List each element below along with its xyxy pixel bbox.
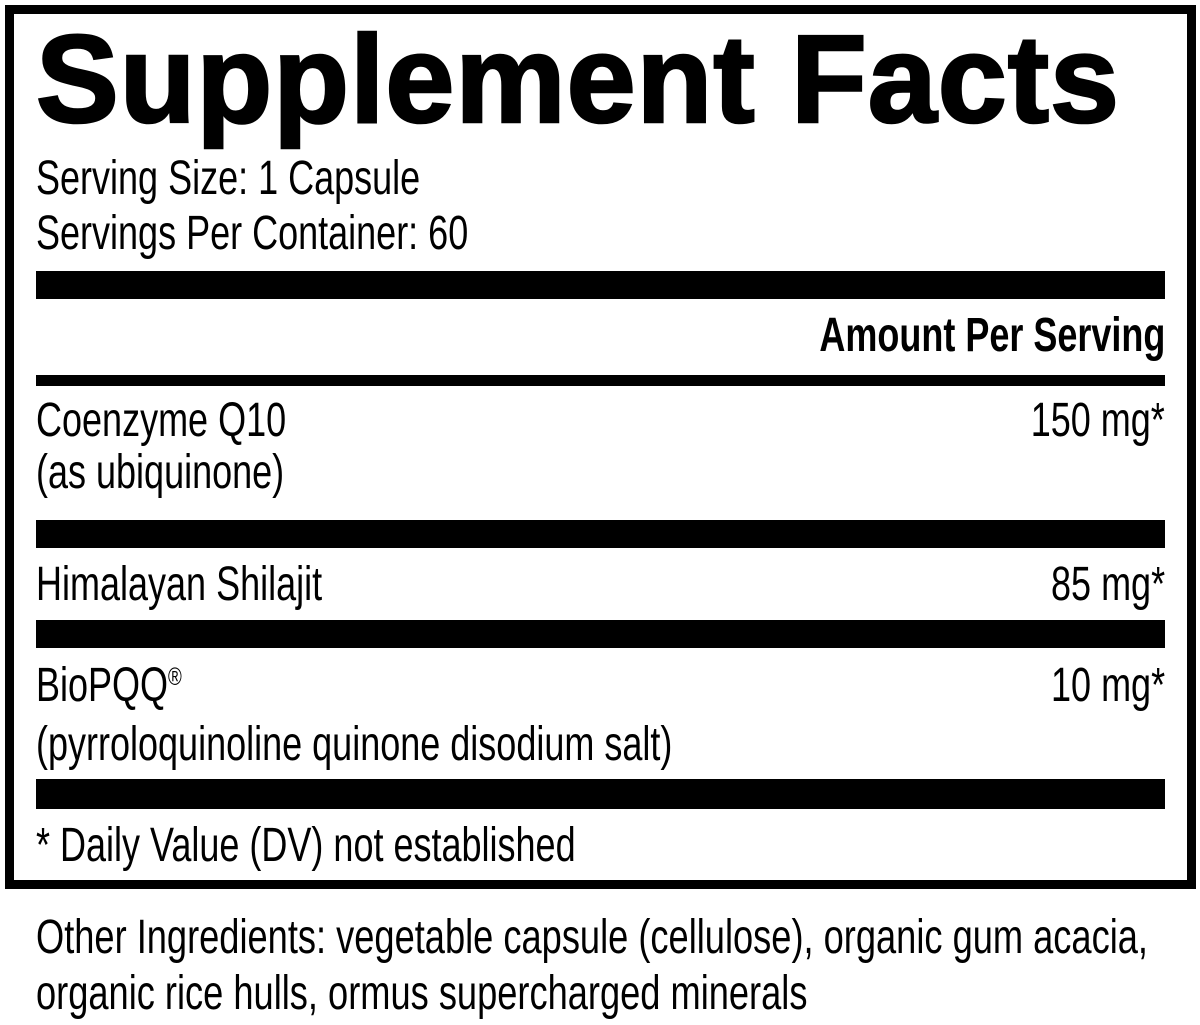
ingredient-amount-cell	[986, 395, 1165, 447]
divider-thick-bottom	[36, 779, 1165, 809]
ingredient-amount-cell	[1013, 660, 1165, 712]
ingredient-row-himalayan-shilajit	[36, 559, 1165, 611]
other-ingredients-text: Other Ingredients: vegetable capsule (cellulose), organic gum acacia, organic rice hulls, ormus supercharged minerals	[36, 911, 1148, 1020]
supplement-facts-panel	[5, 5, 1196, 889]
ingredient-name-block	[36, 395, 986, 499]
ingredient-row-coenzyme-q10	[36, 395, 1165, 499]
ingredient-amount: 150 mg*	[1030, 394, 1165, 447]
serving-info	[36, 151, 1165, 261]
ingredient-amount-cell	[1013, 559, 1165, 611]
amount-header-row	[36, 308, 1165, 363]
ingredient-name-with-mark	[36, 660, 182, 719]
ingredient-detail: (pyrroloquinoline quinone disodium salt)	[36, 718, 673, 771]
ingredient-name: Himalayan Shilajit	[36, 558, 323, 611]
ingredient-row-biopqq	[36, 660, 1165, 771]
panel-title: Supplement Facts	[36, 11, 1120, 149]
divider-thick-1	[36, 520, 1165, 548]
daily-value-footnote: * Daily Value (DV) not established	[36, 819, 576, 872]
ingredient-name: BioPQQ	[36, 659, 169, 712]
supplement-facts-label	[0, 5, 1200, 1022]
ingredient-detail: (as ubiquinone)	[36, 446, 285, 499]
daily-value-footnote-row	[36, 819, 1165, 872]
ingredient-name: Coenzyme Q10	[36, 394, 287, 447]
registered-trademark-symbol: ®	[168, 662, 182, 691]
ingredient-amount: 10 mg*	[1050, 659, 1165, 712]
ingredient-amount: 85 mg*	[1050, 558, 1165, 611]
ingredient-name-block	[36, 559, 1013, 611]
serving-size-text: Serving Size: 1 Capsule	[36, 152, 421, 205]
servings-per-container-text: Servings Per Container: 60	[36, 207, 469, 260]
divider-thick-top	[36, 271, 1165, 299]
divider-thick-2	[36, 620, 1165, 648]
divider-medium	[36, 375, 1165, 386]
ingredient-name-block	[36, 660, 1013, 771]
amount-per-serving-header: Amount Per Serving	[818, 309, 1165, 362]
